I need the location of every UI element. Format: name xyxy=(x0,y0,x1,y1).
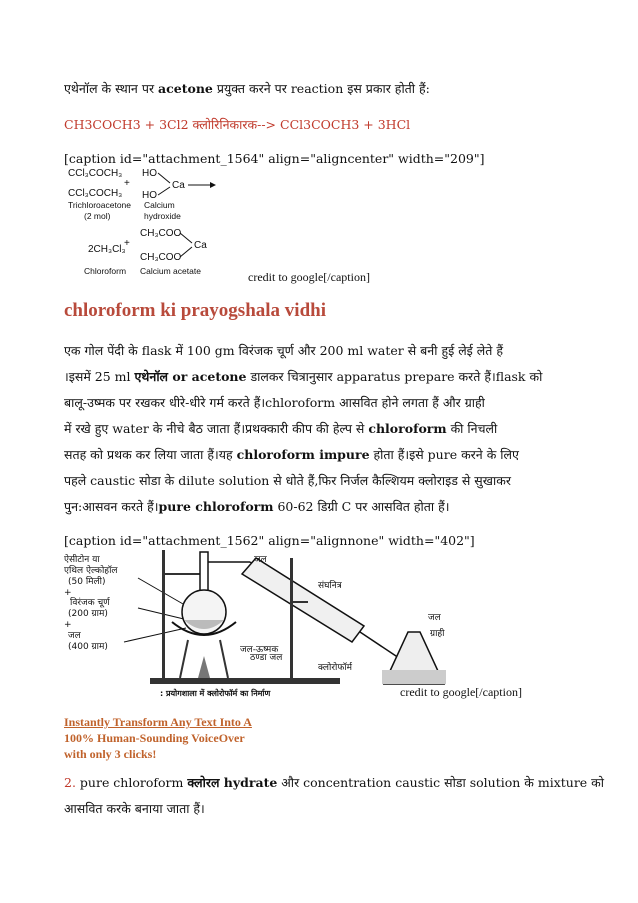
fig2-water-bath-label: जल-ऊष्मक xyxy=(240,645,279,655)
fig2-400g-label: (400 ग्राम) xyxy=(68,642,108,652)
para-line-5 xyxy=(64,446,574,464)
fig2-200g-label: (200 ग्राम) xyxy=(68,609,108,619)
intro-text-1: एथेनॉल के स्थान पर xyxy=(64,81,159,96)
fig1-calcium-2: Ca xyxy=(194,240,207,251)
apparatus-diagram xyxy=(64,548,564,698)
point-2-text-a: pure chloroform xyxy=(75,775,188,790)
fig2-jal-top-label: जल xyxy=(254,555,267,565)
fig2-jal-right-label: जल xyxy=(428,613,441,623)
fig2-water-label: जल xyxy=(68,631,81,641)
fig2-chloroform-layer xyxy=(382,670,446,684)
fig2-receiver-label: ग्राही xyxy=(430,629,445,639)
fig1-reactant-2: CCl₃COCH₃ xyxy=(68,188,123,199)
fig2-stand-rod xyxy=(162,550,165,678)
fig2-acetone-label: ऐसीटोन या xyxy=(64,555,100,565)
fig2-chloroform-label: क्लोरोफॉर्म xyxy=(318,663,353,673)
fig2-50ml-label: (50 मिली) xyxy=(68,577,106,587)
voiceover-ad[interactable] xyxy=(64,714,252,762)
fig2-burner xyxy=(198,656,210,678)
para-line-7c: 60-62 डिग्री C पर आसवित होता हैं। xyxy=(273,499,450,514)
para-line-4a: में रखे हुए water के नीचे बैठ जाता हैं।प्रथक्कारी कीप की हेल्प से xyxy=(64,421,369,436)
caption-2-open: [caption id="attachment_1562" align="alignnone" width="402"] xyxy=(64,533,475,548)
fig2-condenser xyxy=(242,558,364,642)
fig2-adapter xyxy=(360,632,402,660)
ad-line-2: 100% Human-Sounding VoiceOver xyxy=(64,731,245,745)
point-2-line-1 xyxy=(64,774,604,792)
fig1-bond-1 xyxy=(158,173,170,183)
para-line-5b: chloroform impure xyxy=(236,447,370,462)
fig1-mol-label: (2 mol) xyxy=(84,211,111,221)
para-line-7 xyxy=(64,498,574,516)
para-line-2b: एथेनॉल or acetone xyxy=(134,369,247,384)
fig1-plus-1: + xyxy=(124,178,130,189)
point-2-line-2: आसवित करके बनाया जाता हैं। xyxy=(64,801,205,816)
point-2-text-b: क्लोरल hydrate xyxy=(187,775,278,790)
fig1-bond-3 xyxy=(180,233,192,243)
intro-acetone: acetone xyxy=(158,81,213,96)
para-line-3: बालू-उष्मक पर रखकर धीरे-धीरे गर्म करते हैं।chloroform आसवित होने लगता हैं और ग्राही xyxy=(64,395,485,410)
point-2-number: 2. xyxy=(64,775,76,790)
fig1-calcium-1: Ca xyxy=(172,180,185,191)
para-line-5a: सतह को प्रथक कर लिया जाता हैं।यह xyxy=(64,447,237,462)
fig2-plus-1: + xyxy=(64,588,72,598)
fig2-caption: : प्रयोगशाला में क्लोरोफॉर्म का निर्माण xyxy=(160,689,271,698)
para-line-2c: डालकर चित्रानुसार apparatus prepare करते हैं।flask को xyxy=(246,369,543,384)
caption-1-open: [caption id="attachment_1564" align="aligncenter" width="209"] xyxy=(64,151,485,166)
para-line-2a: ।इसमें 25 ml xyxy=(64,369,135,384)
fig1-chloroform-label: Chloroform xyxy=(84,266,127,276)
fig1-ho-1: HO xyxy=(142,168,157,179)
point-2-text-c: और concentration caustic सोडा solution के mixture को xyxy=(277,775,604,790)
fig1-acetate-2: CH₃COO xyxy=(140,252,182,263)
fig1-reactant-1: CCl₃COCH₃ xyxy=(68,168,123,179)
fig2-condenser-label: संघनित्र xyxy=(318,581,342,591)
fig2-tripod-leg-1 xyxy=(180,640,188,678)
fig2-pointer-3 xyxy=(124,628,186,642)
ad-line-3: with only 3 clicks! xyxy=(64,747,157,761)
fig1-bond-2 xyxy=(158,187,170,195)
fig2-plus-2: + xyxy=(64,620,72,630)
fig1-hydroxide-label: hydroxide xyxy=(144,211,181,221)
para-line-7a: पुन:आसवन करते हैं। xyxy=(64,499,159,514)
fig1-calcium-acetate-label: Calcium acetate xyxy=(140,266,201,276)
fig2-cold-water-label: ठण्डा जल xyxy=(250,653,283,663)
caption-1-credit: credit to google[/caption] xyxy=(248,270,370,284)
fig1-ho-2: HO xyxy=(142,190,157,201)
fig1-acetate-1: CH₃COO xyxy=(140,228,182,239)
caption-2-credit: credit to google[/caption] xyxy=(400,685,522,699)
para-line-6: पहले caustic सोडा के dilute solution से धोते हैं,फिर निर्जल कैल्शियम क्लोराइड से सुखाकर xyxy=(64,473,511,488)
para-line-4c: की निचली xyxy=(446,421,498,436)
intro-text-2: प्रयुक्त करने पर reaction इस प्रकार होती हैं: xyxy=(212,81,430,96)
intro-line xyxy=(64,80,574,98)
fig1-chloroform-formula: 2CH₃Cl₃ xyxy=(88,244,126,255)
fig1-arrow-head xyxy=(210,182,216,188)
fig2-tripod-leg-2 xyxy=(220,640,228,678)
fig1-calcium-label: Calcium xyxy=(144,200,175,210)
reaction-equation: CH3COCH3 + 3Cl2 क्लोरिनिकारक--> CCl3COCH3 + 3HCl xyxy=(64,117,411,132)
fig2-bleach-label: विरंजक चूर्ण xyxy=(70,598,110,608)
reaction-scheme-figure xyxy=(64,164,304,282)
fig1-trichloroacetone-label: Trichloroacetone xyxy=(68,200,131,210)
para-line-2 xyxy=(64,368,574,386)
section-heading: chloroform ki prayogshala vidhi xyxy=(64,300,326,321)
ad-line-1[interactable]: Instantly Transform Any Text Into A xyxy=(64,715,252,729)
fig2-ethyl-label: एथिल ऐल्कोहॉल xyxy=(64,566,118,576)
para-line-4 xyxy=(64,420,574,438)
fig2-flask-neck xyxy=(200,552,208,592)
para-line-4b: chloroform xyxy=(368,421,447,436)
para-line-7b: pure chloroform xyxy=(158,499,274,514)
para-line-1: एक गोल पेंदी के flask में 100 gm विरंजक चूर्ण और 200 ml water से बनी हुई लेई लेते हैं xyxy=(64,343,503,358)
fig2-stand-base xyxy=(150,678,340,684)
para-line-5c: होता हैं।इसे pure करने के लिए xyxy=(369,447,519,462)
fig1-plus-2: + xyxy=(124,238,130,249)
fig1-bond-4 xyxy=(180,247,192,257)
fig2-stand-rod-2 xyxy=(290,558,293,678)
